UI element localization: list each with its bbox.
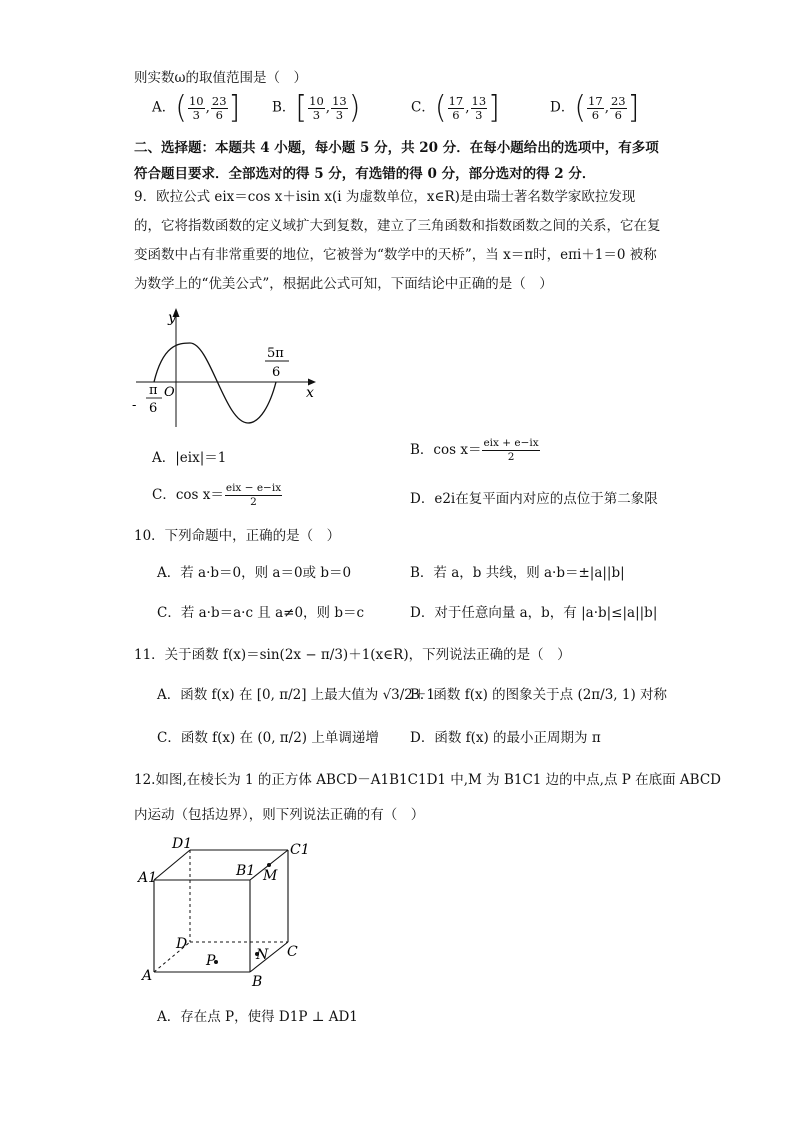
left-tick-den: 6 — [149, 401, 158, 416]
q11-option-a: A．函数 f(x) 在 [0, π/2] 上最大值为 √3/2＋1 — [157, 687, 435, 703]
q8-tail: 则实数ω的取值范围是（ ） — [134, 70, 308, 86]
q8-option-a: A．( $\frac{10}{3}$ , $\frac{23}{6}$ ] — [152, 89, 241, 126]
label-n: N — [256, 947, 269, 963]
section2-line2: 符合题目要求．全部选对的得 5 分，有选错的得 0 分，部分选对的得 2 分． — [134, 166, 596, 182]
label-b: B — [252, 974, 263, 990]
label-a1: A1 — [138, 870, 158, 886]
left-tick-num: π — [149, 383, 158, 398]
label-p: P — [206, 953, 216, 969]
label-c: C — [287, 944, 298, 960]
q8-option-c: C．( $\frac{17}{6}$ , $\frac{13}{3}$ ] — [411, 89, 500, 126]
q9-option-c: C．cos x＝ $\frac{\text{eix − e−ix}}{2}$ — [152, 482, 282, 508]
section2-line1: 二、选择题：本题共 4 小题，每小题 5 分，共 20 分．在每小题给出的选项中，有多项 — [134, 140, 659, 156]
label-a: A — [142, 968, 153, 984]
q10-option-c: C．若 a·b＝a·c 且 a≠0，则 b＝c — [157, 605, 365, 621]
right-tick-num: 5π — [267, 346, 284, 361]
label-d1: D1 — [172, 836, 193, 852]
point-m — [267, 863, 271, 867]
label-m: M — [263, 868, 278, 884]
q11-stem: 11．关于函数 f(x)＝sin(2x − π/3)＋1(x∈R)，下列说法正确的是（ ） — [134, 647, 571, 663]
q8-option-d: D．( $\frac{17}{6}$ , $\frac{23}{6}$ ] — [550, 89, 640, 126]
q10-stem: 10．下列命题中，正确的是（ ） — [134, 528, 341, 544]
label-b1: B1 — [236, 863, 256, 879]
right-tick-den: 6 — [272, 365, 281, 380]
left-tick-sign: - — [132, 398, 137, 413]
q9-option-a: A．|eix|＝1 — [152, 450, 227, 466]
label-d: D — [176, 936, 188, 952]
origin-label: O — [164, 385, 175, 400]
q9-option-b: B．cos x＝ $\frac{\text{eix + e−ix}}{2}$ — [410, 437, 539, 463]
q8-option-b: B．[ $\frac{10}{3}$ , $\frac{13}{3}$ ) — [272, 89, 361, 126]
q12-option-a: A．存在点 P，使得 D1P ⊥ AD1 — [157, 1009, 358, 1025]
q12-line2: 内运动（包括边界），则下列说法正确的有（ ） — [134, 807, 425, 823]
y-label: y — [168, 310, 176, 326]
q9-text: 9．欧拉公式 eix＝cos x＋isin x(i 为虚数单位，x∈R)是由瑞士著名数学家欧拉发现的，它将指数函数的定义域扩大到复数，建立了三角函数和指数函数之间的关系，它在复变函数中占有非常重要的地位，它被誉为“数学中的天桥”，当 x＝π时，eπi＋1＝0 被称为数学上的“优美公式”，根据此公式可知，下面结论中正确的是（ ） — [134, 189, 661, 292]
q9-option-d: D．e2i在复平面内对应的点位于第二象限 — [410, 491, 658, 507]
q11-option-d: D．函数 f(x) 的最小正周期为 π — [410, 730, 601, 746]
cube-figure — [132, 832, 317, 992]
q12-line1: 12.如图,在棱长为 1 的正方体 ABCD－A1B1C1D1 中,M 为 B1C1 边的中点,点 P 在底面 ABCD — [134, 772, 722, 788]
label-c1: C1 — [290, 842, 310, 858]
q11-option-b: B．函数 f(x) 的图象关于点 (2π/3, 1) 对称 — [410, 687, 668, 703]
q10-option-d: D．对于任意向量 a，b，有 |a·b|≤|a||b| — [410, 605, 658, 621]
sine-graph — [130, 305, 330, 430]
q10-option-b: B．若 a，b 共线，则 a·b＝±|a||b| — [410, 565, 625, 581]
sine-curve — [154, 343, 276, 423]
x-label: x — [306, 385, 314, 401]
q11-option-c: C．函数 f(x) 在 (0, π/2) 上单调递增 — [157, 730, 379, 746]
q10-option-a: A．若 a·b＝0，则 a＝0或 b＝0 — [157, 565, 352, 581]
